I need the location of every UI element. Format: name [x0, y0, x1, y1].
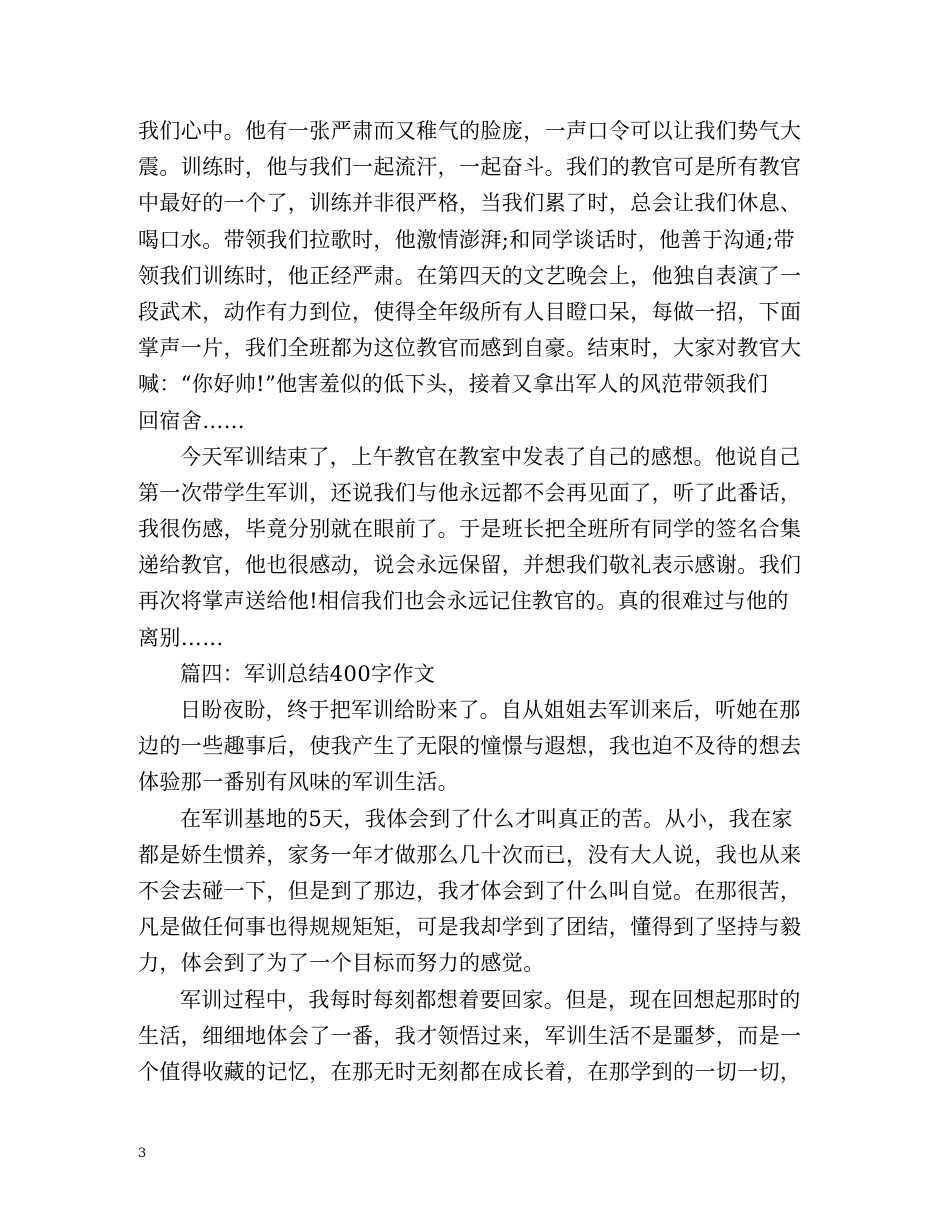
- text-line: 边的一些趣事后，使我产生了无限的憧憬与遐想，我也迫不及待的想去: [138, 734, 802, 759]
- text-line: 我很伤感，毕竟分别就在眼前了。于是班长把全班所有同学的签名合集: [138, 517, 802, 542]
- text-line: 都是娇生惯养，家务一年才做那么几十次而已，没有大人说，我也从来: [138, 842, 802, 867]
- text-line: 再次将掌声送给他!相信我们也会永远记住教官的。真的很难过与他的: [138, 589, 789, 614]
- text-line: 军训过程中，我每时每刻都想着要回家。但是，现在回想起那时的: [180, 987, 801, 1012]
- text-line: 凡是做任何事也得规规矩矩，可是我却学到了团结，懂得到了坚持与毅: [138, 915, 802, 940]
- paragraph: [138, 982, 818, 1091]
- text-line: 喊：“你好帅!”他害羞似的低下头，接着又拿出军人的风范带领我们: [138, 372, 769, 397]
- text-line: 生活，细细地体会了一番，我才领悟过来，军训生活不是噩梦，而是一: [138, 1023, 802, 1048]
- text-line: 不会去碰一下，但是到了那边，我才体会到了什么叫自觉。在那很苦，: [138, 878, 802, 903]
- paragraph: [138, 113, 818, 439]
- text-line: 日盼夜盼，终于把军训给盼来了。自从姐姐去军训来后，听她在那: [180, 698, 801, 722]
- text-line: 递给教官，他也很感动，说会永远保留，并想我们敬礼表示感谢。我们: [138, 553, 802, 578]
- text-line: 在军训基地的5天，我体会到了什么才叫真正的苦。从小，我在家: [180, 806, 793, 831]
- text-line: 回宿舍……: [138, 408, 245, 433]
- text-line: 今天军训结束了，上午教官在教室中发表了自己的感想。他说自己: [180, 444, 801, 469]
- text-line: 掌声一片，我们全班都为这位教官而感到自豪。结束时，大家对教官大: [138, 336, 802, 361]
- text-line: 离别……: [138, 625, 224, 650]
- text-line: 段武术，动作有力到位，使得全年级所有人目瞪口呆，每做一招，下面: [138, 299, 802, 324]
- text-line: 我们心中。他有一张严肃而又稚气的脸庞，一声口令可以让我们势气大: [138, 119, 802, 143]
- text-line: 喝口水。带领我们拉歌时，他激情澎湃;和同学谈话时，他善于沟通;带: [138, 227, 795, 252]
- text-line: 中最好的一个了，训练并非很严格，当我们累了时，总会让我们休息、: [138, 191, 802, 216]
- page-number: 3: [138, 1146, 147, 1161]
- text-line: 篇四：军训总结400字作文: [180, 661, 436, 686]
- paragraph: [138, 801, 818, 982]
- text-line: 第一次带学生军训，还说我们与他永远都不会再见面了，听了此番话，: [138, 480, 802, 505]
- paragraph: [138, 439, 818, 656]
- document-body: [138, 113, 818, 1090]
- text-line: 领我们训练时，他正经严肃。在第四天的文艺晚会上，他独自表演了一: [138, 263, 802, 288]
- text-line: 体验那一番别有风味的军训生活。: [138, 770, 459, 795]
- text-line: 个值得收藏的记忆，在那无时无刻都在成长着，在那学到的一切一切，: [138, 1059, 802, 1084]
- paragraph: [138, 692, 818, 801]
- paragraph: [138, 656, 818, 692]
- text-line: 力，体会到了为了一个目标而努力的感觉。: [138, 951, 545, 976]
- text-line: 震。训练时，他与我们一起流汗，一起奋斗。我们的教官可是所有教官: [138, 155, 802, 180]
